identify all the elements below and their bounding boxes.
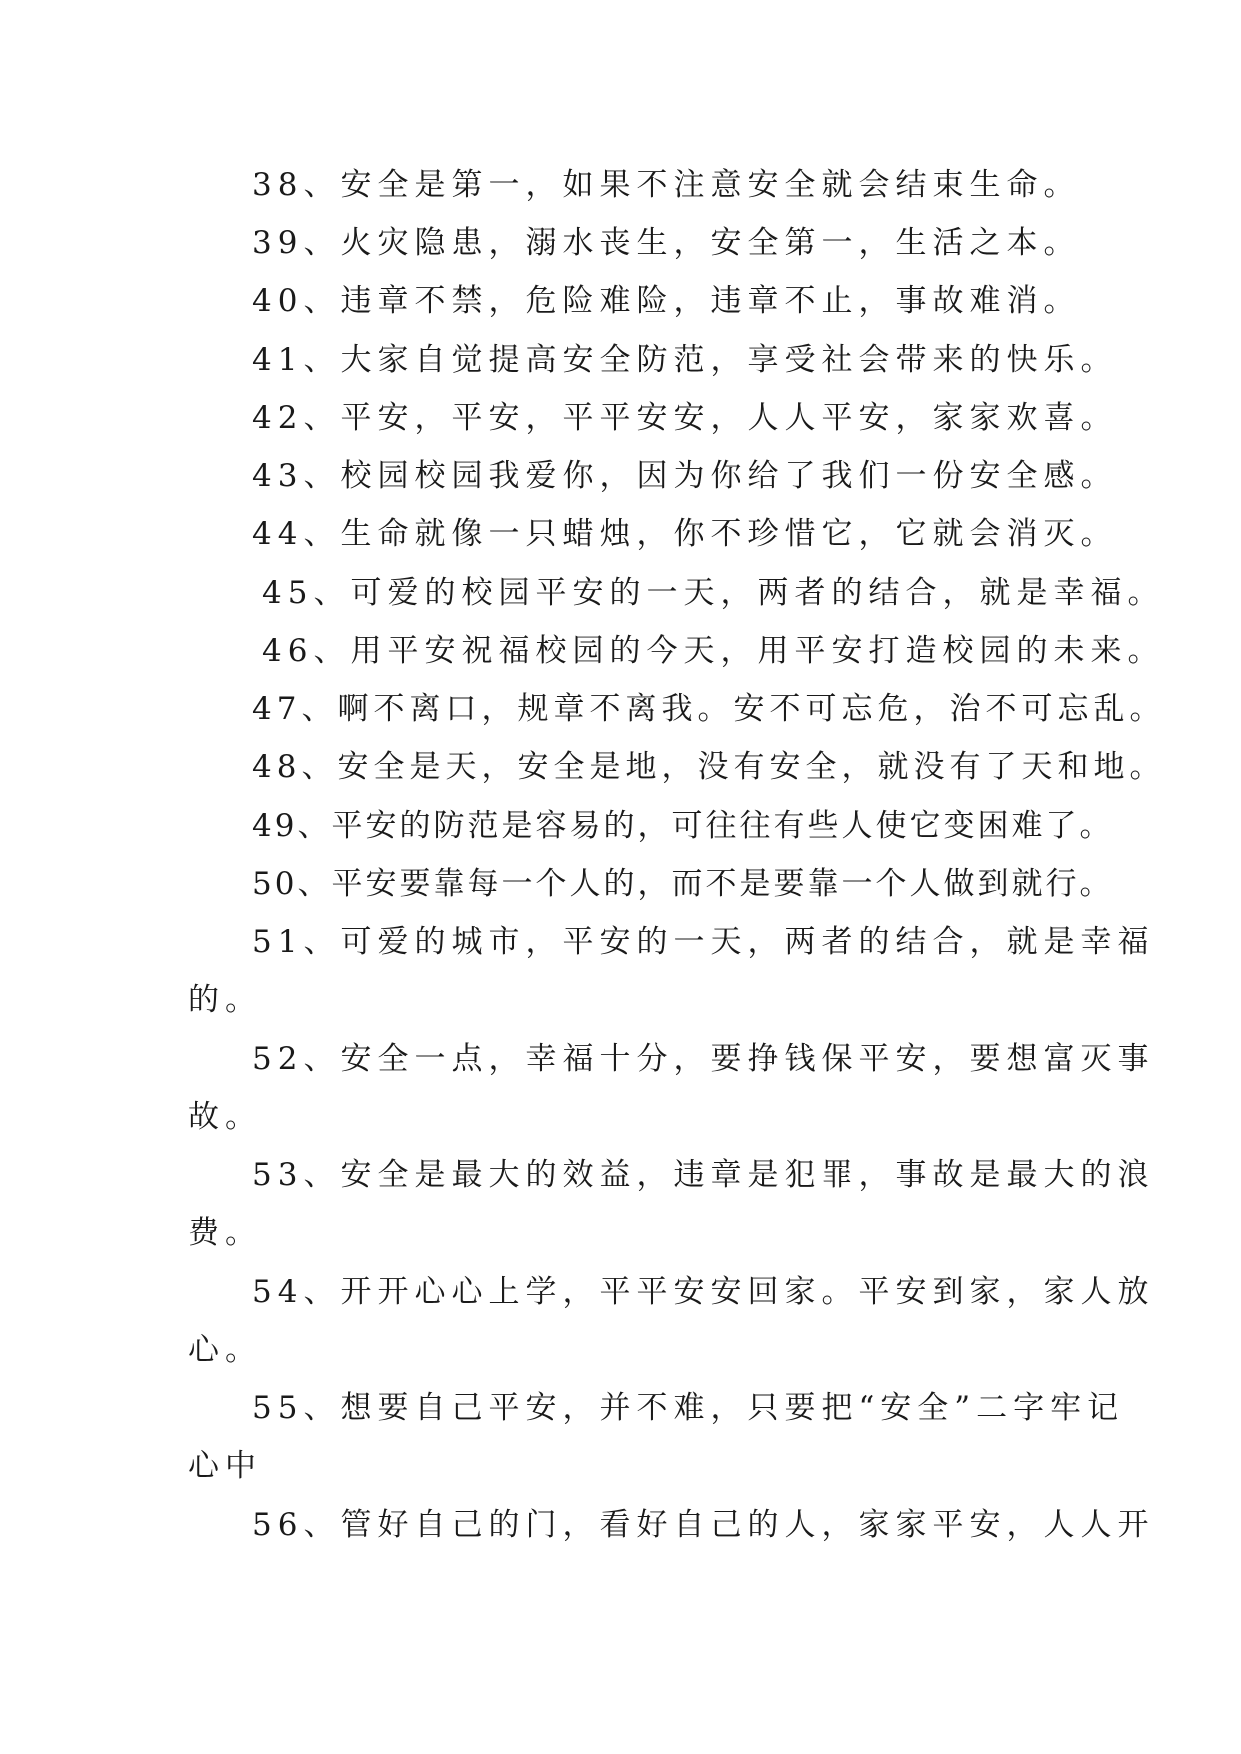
slogan-line-54-cont: 心。 — [188, 1332, 262, 1368]
slogan-line-42: 42、平安，平安，平平安安，人人平安，家家欢喜。 — [252, 400, 1118, 436]
slogan-line-52-cont: 故。 — [188, 1099, 262, 1135]
slogan-line-54: 54、开开心心上学，平平安安回家。平安到家，家人放 — [252, 1274, 1155, 1310]
slogan-line-55: 55、想要自己平安，并不难，只要把“安全”二字牢记 — [252, 1390, 1125, 1426]
slogan-line-53: 53、安全是最大的效益，违章是犯罪，事故是最大的浪 — [252, 1157, 1155, 1193]
slogan-line-47: 47、啊不离口，规章不离我。安不可忘危，治不可忘乱。 — [252, 691, 1166, 727]
slogan-line-51: 51、可爱的城市，平安的一天，两者的结合，就是幸福 — [252, 924, 1155, 960]
slogan-line-55-cont: 心中 — [188, 1448, 262, 1484]
slogan-line-49: 49、平安的防范是容易的，可往往有些人使它变困难了。 — [252, 808, 1114, 844]
slogan-line-41: 41、大家自觉提高安全防范，享受社会带来的快乐。 — [252, 342, 1118, 378]
slogan-line-50: 50、平安要靠每一个人的，而不是要靠一个人做到就行。 — [252, 866, 1114, 902]
slogan-line-52: 52、安全一点，幸福十分，要挣钱保平安，要想富灭事 — [252, 1041, 1155, 1077]
slogan-line-40: 40、违章不禁，危险难险，违章不止，事故难消。 — [252, 283, 1081, 319]
slogan-line-45: 45、可爱的校园平安的一天，两者的结合，就是幸福。 — [262, 575, 1165, 611]
slogan-line-39: 39、火灾隐患，溺水丧生，安全第一，生活之本。 — [252, 225, 1081, 261]
slogan-line-56: 56、管好自己的门，看好自己的人，家家平安，人人开 — [252, 1507, 1155, 1543]
slogan-line-48: 48、安全是天，安全是地，没有安全，就没有了天和地。 — [252, 749, 1166, 785]
slogan-line-51-cont: 的。 — [188, 982, 262, 1018]
slogan-line-43: 43、校园校园我爱你，因为你给了我们一份安全感。 — [252, 458, 1118, 494]
slogan-line-46: 46、用平安祝福校园的今天，用平安打造校园的未来。 — [262, 633, 1165, 669]
slogan-line-38: 38、安全是第一，如果不注意安全就会结束生命。 — [252, 167, 1081, 203]
slogan-line-53-cont: 费。 — [188, 1215, 262, 1251]
slogan-line-44: 44、生命就像一只蜡烛，你不珍惜它，它就会消灭。 — [252, 516, 1118, 552]
